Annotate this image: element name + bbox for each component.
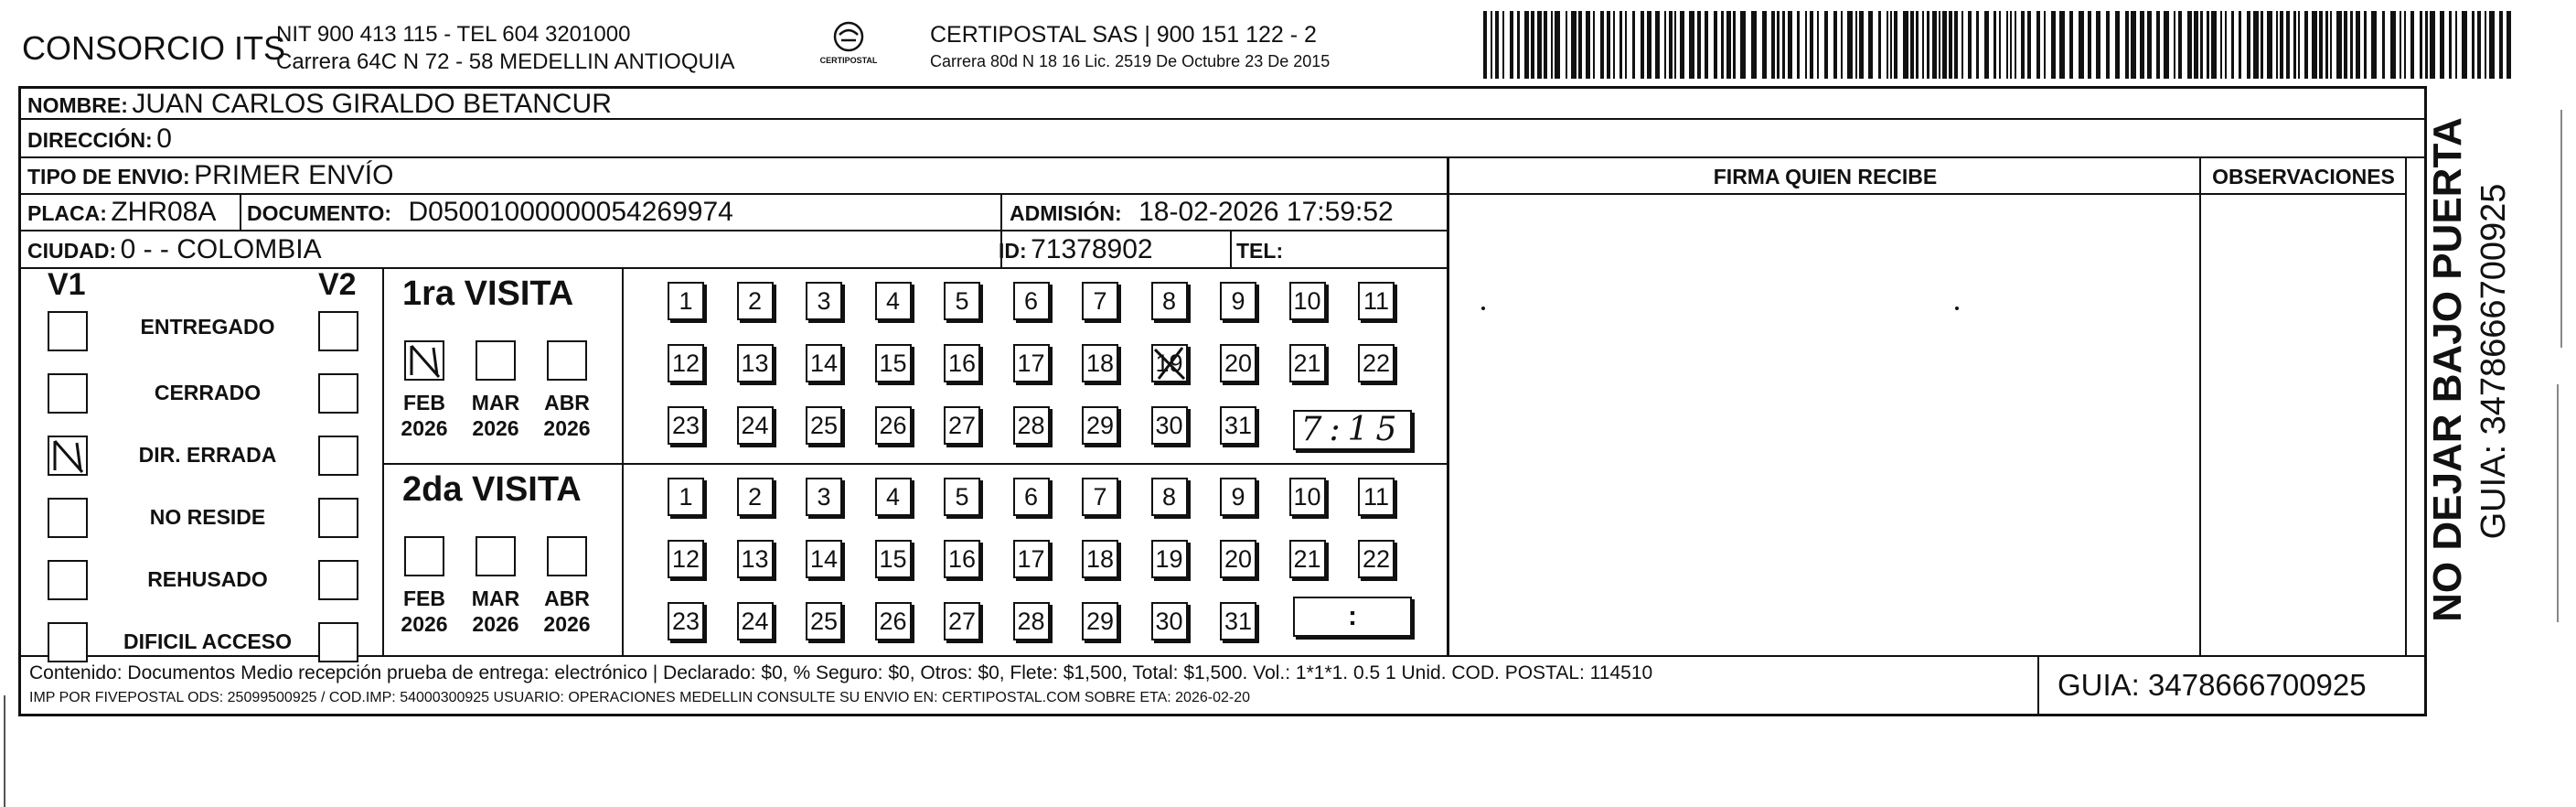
status-label: CERRADO: [154, 381, 262, 404]
day-box[interactable]: [1289, 540, 1326, 578]
documento-label: DOCUMENTO:: [247, 201, 392, 225]
v2-checkbox[interactable]: [318, 622, 358, 662]
v1-checkbox[interactable]: [48, 373, 88, 414]
day-number: 21: [1293, 349, 1321, 377]
certipostal-address: Carrera 80d N 18 16 Lic. 2519 De Octubre 23 De 2015: [930, 52, 1331, 70]
day-box[interactable]: [737, 344, 774, 382]
month-label: MAR: [471, 586, 520, 610]
day-number: 7: [1093, 286, 1107, 315]
day-number: 20: [1224, 544, 1253, 573]
barcode: [1483, 11, 2517, 79]
first-visit-time-box[interactable]: [1293, 410, 1412, 450]
day-number: 12: [671, 544, 700, 573]
day-number: 1: [679, 286, 693, 315]
day-box[interactable]: [1082, 406, 1118, 445]
month-checkbox[interactable]: [547, 536, 587, 576]
day-box[interactable]: [806, 406, 842, 445]
day-number: 6: [1023, 482, 1039, 511]
day-box[interactable]: [944, 344, 980, 382]
day-number: 23: [671, 607, 700, 635]
day-box[interactable]: [737, 478, 774, 516]
day-number: 31: [1224, 411, 1253, 439]
v1-checkbox[interactable]: [48, 622, 88, 662]
id-label: ID:: [999, 239, 1027, 263]
day-number: 15: [879, 544, 907, 573]
second-visit-time-box[interactable]: [1293, 597, 1412, 637]
month-year: 2026: [472, 612, 519, 636]
day-box[interactable]: [944, 282, 980, 320]
status-label: REHUSADO: [147, 567, 268, 591]
status-label: DIFICIL ACCESO: [123, 629, 292, 653]
day-box[interactable]: [944, 540, 980, 578]
day-number: 22: [1362, 349, 1391, 377]
direccion-value: 0: [156, 124, 172, 154]
v1-checkbox[interactable]: [48, 498, 88, 538]
day-number: 31: [1224, 607, 1253, 635]
barcode-graphic: [1483, 11, 2517, 79]
day-number: 10: [1293, 286, 1321, 315]
documento-value: D05001000000054269974: [408, 197, 733, 227]
day-box[interactable]: [1220, 282, 1256, 320]
v2-label: V2: [318, 267, 357, 302]
status-label: ENTREGADO: [140, 315, 275, 339]
day-number: 5: [955, 286, 969, 315]
day-box[interactable]: [944, 478, 980, 516]
day-number: 8: [1161, 482, 1177, 511]
logo-text: CERTIPOSTAL: [819, 56, 878, 65]
x-mark-icon: [49, 437, 86, 474]
day-box[interactable]: [875, 282, 912, 320]
day-box[interactable]: [944, 602, 980, 640]
day-box[interactable]: [806, 478, 842, 516]
day-box[interactable]: [1289, 478, 1326, 516]
day-box[interactable]: [1082, 602, 1118, 640]
day-number: 27: [947, 411, 977, 439]
company-name: CONSORCIO ITS: [22, 29, 286, 67]
day-number: 3: [817, 286, 831, 315]
day-number: 18: [1085, 349, 1115, 377]
day-box[interactable]: [737, 282, 774, 320]
day-box[interactable]: [806, 282, 842, 320]
day-number: 3: [817, 482, 831, 511]
day-box[interactable]: [737, 602, 774, 640]
day-number: 2: [747, 482, 763, 511]
x-mark-icon: [406, 342, 443, 379]
day-number: 4: [885, 286, 901, 315]
day-number: 15: [879, 349, 907, 377]
signature-mark: [1955, 307, 1959, 310]
day-number: 28: [1017, 411, 1045, 439]
day-box[interactable]: [1220, 602, 1256, 640]
footer-guia: GUIA: 3478666700925: [2058, 668, 2367, 702]
nombre-value: JUAN CARLOS GIRALDO BETANCUR: [132, 89, 612, 119]
day-box[interactable]: [668, 540, 704, 578]
v2-checkbox[interactable]: [318, 311, 358, 351]
day-number: 24: [741, 411, 769, 439]
day-box[interactable]: [1151, 478, 1188, 516]
day-number: 9: [1231, 286, 1245, 315]
day-box[interactable]: [1151, 406, 1188, 445]
day-box[interactable]: [1220, 344, 1256, 382]
company-address: Carrera 64C N 72 - 58 MEDELLIN ANTIOQUIA: [276, 49, 735, 74]
scan-edge-line: [4, 695, 5, 807]
status-label: DIR. ERRADA: [138, 443, 277, 467]
day-number: 1: [679, 482, 693, 511]
day-number: 17: [1017, 544, 1045, 573]
v2-checkbox[interactable]: [318, 560, 358, 600]
v1-checkbox[interactable]: [48, 436, 88, 476]
day-box[interactable]: [875, 406, 912, 445]
footer-contenido: Contenido: Documentos Medio recepción prueba de entrega: electrónico | Declarado: $0, % Seguro: $0, Otros: $0, Flete: $1,500, Total: $1,500. Vol.: 1*1*1. 0.5 1 Unid. COD. POSTAL: 114510: [29, 662, 1653, 683]
v1-checkbox[interactable]: [48, 311, 88, 351]
day-box[interactable]: [1013, 478, 1050, 516]
day-box[interactable]: [1289, 282, 1326, 320]
month-checkbox[interactable]: [476, 340, 516, 381]
month-label: ABR: [544, 586, 590, 610]
direccion-label: DIRECCIÓN:: [27, 128, 153, 152]
side-guia: GUIA: 3478666700925: [2474, 183, 2513, 540]
day-box[interactable]: [1013, 602, 1050, 640]
day-box[interactable]: [1358, 344, 1395, 382]
day-box[interactable]: [668, 602, 704, 640]
day-number: 25: [809, 607, 839, 635]
x-mark-icon: [1151, 344, 1188, 382]
day-number: 13: [741, 349, 769, 377]
day-number: 19: [1155, 349, 1183, 377]
day-box[interactable]: [1082, 282, 1118, 320]
day-number: 28: [1017, 607, 1045, 635]
day-number: 29: [1085, 607, 1115, 635]
day-number: 23: [671, 411, 700, 439]
admision-label: ADMISIÓN:: [1010, 201, 1122, 225]
v2-checkbox[interactable]: [318, 498, 358, 538]
day-box[interactable]: [668, 344, 704, 382]
admision-value: 18-02-2026 17:59:52: [1138, 197, 1394, 227]
month-checkbox[interactable]: [547, 340, 587, 381]
first-visit-time: 7:15: [1300, 411, 1405, 448]
day-box[interactable]: [875, 478, 912, 516]
day-box[interactable]: [806, 602, 842, 640]
certipostal-logo-icon: [830, 20, 867, 53]
v2-checkbox[interactable]: [318, 373, 358, 414]
second-visit-title: 2da VISITA: [402, 470, 582, 509]
month-year: 2026: [401, 612, 448, 636]
day-box[interactable]: [1082, 540, 1118, 578]
day-number: 13: [741, 544, 769, 573]
day-number: 24: [741, 607, 769, 635]
scan-edge-line: [2557, 384, 2559, 622]
id-value: 71378902: [1031, 234, 1153, 264]
second-visit-time: :: [1348, 601, 1357, 631]
month-label: FEB: [403, 391, 445, 414]
day-box[interactable]: [806, 540, 842, 578]
tipo-envio-label: TIPO DE ENVIO:: [27, 165, 190, 188]
day-box[interactable]: [1151, 282, 1188, 320]
day-number: 16: [947, 544, 977, 573]
day-box[interactable]: [1358, 478, 1395, 516]
day-number: 18: [1085, 544, 1115, 573]
day-number: 25: [809, 411, 839, 439]
month-year: 2026: [401, 416, 448, 440]
day-number: 30: [1155, 411, 1183, 439]
day-box[interactable]: [944, 406, 980, 445]
day-box[interactable]: [1151, 344, 1188, 382]
placa-label: PLACA:: [27, 201, 107, 225]
ciudad-value: 0 - - COLOMBIA: [120, 234, 322, 264]
day-box[interactable]: [668, 478, 704, 516]
day-box[interactable]: [1082, 344, 1118, 382]
day-number: 16: [947, 349, 977, 377]
day-number: 11: [1363, 482, 1390, 511]
month-year: 2026: [543, 612, 591, 636]
day-number: 6: [1023, 286, 1039, 315]
month-checkbox[interactable]: [404, 340, 444, 381]
day-box[interactable]: [1082, 478, 1118, 516]
day-number: 2: [747, 286, 763, 315]
certipostal-info: CERTIPOSTAL SAS | 900 151 122 - 2: [930, 22, 1317, 48]
placa-value: ZHR08A: [111, 197, 217, 227]
month-checkbox[interactable]: [404, 536, 444, 576]
day-number: 30: [1155, 607, 1183, 635]
tel-label: TEL:: [1236, 239, 1284, 263]
no-dejar-bajo-puerta: NO DEJAR BAJO PUERTA: [2425, 117, 2470, 622]
nombre-label: NOMBRE:: [27, 93, 128, 117]
day-box[interactable]: [1220, 540, 1256, 578]
v1-checkbox[interactable]: [48, 560, 88, 600]
footer-imp: IMP POR FIVEPOSTAL ODS: 25099500925 / COD.IMP: 54000300925 USUARIO: OPERACIONES MEDELLIN CONSULTE SU ENVIO EN: CERTIPOSTAL.COM SOBRE ETA: 2026-02-20: [29, 690, 1250, 705]
v2-checkbox[interactable]: [318, 436, 358, 476]
day-box[interactable]: [668, 282, 704, 320]
day-number: 11: [1363, 286, 1390, 315]
day-box[interactable]: [1013, 540, 1050, 578]
month-year: 2026: [543, 416, 591, 440]
status-label: NO RESIDE: [149, 505, 266, 529]
day-number: 9: [1231, 482, 1245, 511]
day-number: 14: [809, 544, 839, 573]
month-label: ABR: [544, 391, 590, 414]
scan-edge-line: [2560, 110, 2562, 348]
day-box[interactable]: [1220, 478, 1256, 516]
day-box[interactable]: [1358, 282, 1395, 320]
month-checkbox[interactable]: [476, 536, 516, 576]
day-number: 5: [955, 482, 969, 511]
observaciones-header: OBSERVACIONES: [2212, 165, 2395, 188]
day-number: 12: [671, 349, 700, 377]
day-number: 7: [1093, 482, 1107, 511]
day-number: 27: [947, 607, 977, 635]
day-box[interactable]: [1220, 406, 1256, 445]
day-box[interactable]: [668, 406, 704, 445]
v1-label: V1: [48, 267, 86, 302]
day-box[interactable]: [1358, 540, 1395, 578]
day-box[interactable]: [1013, 406, 1050, 445]
day-number: 21: [1293, 544, 1321, 573]
first-visit-title: 1ra VISITA: [402, 274, 574, 313]
day-box[interactable]: [875, 540, 912, 578]
day-number: 14: [809, 349, 839, 377]
day-box[interactable]: [875, 602, 912, 640]
day-box[interactable]: [875, 344, 912, 382]
ciudad-label: CIUDAD:: [27, 239, 117, 263]
day-number: 17: [1017, 349, 1045, 377]
day-box[interactable]: [737, 406, 774, 445]
signature-mark: [1481, 307, 1485, 310]
month-label: FEB: [403, 586, 445, 610]
month-label: MAR: [471, 391, 520, 414]
day-number: 8: [1161, 286, 1177, 315]
day-box[interactable]: [806, 344, 842, 382]
day-number: 4: [885, 482, 901, 511]
tipo-envio-value: PRIMER ENVÍO: [194, 160, 394, 190]
day-box[interactable]: [1013, 282, 1050, 320]
day-box[interactable]: [1151, 540, 1188, 578]
day-box[interactable]: [1289, 344, 1326, 382]
day-number: 20: [1224, 349, 1253, 377]
company-nit-tel: NIT 900 413 115 - TEL 604 3201000: [276, 22, 631, 47]
day-number: 26: [879, 411, 907, 439]
day-number: 10: [1293, 482, 1321, 511]
month-year: 2026: [472, 416, 519, 440]
day-number: 29: [1085, 411, 1115, 439]
day-box[interactable]: [1151, 602, 1188, 640]
certipostal-logo: [812, 20, 885, 73]
day-number: 26: [879, 607, 907, 635]
day-number: 22: [1362, 544, 1391, 573]
day-box[interactable]: [1013, 344, 1050, 382]
firma-header: FIRMA QUIEN RECIBE: [1713, 165, 1938, 188]
day-number: 19: [1155, 544, 1183, 573]
day-box[interactable]: [737, 540, 774, 578]
